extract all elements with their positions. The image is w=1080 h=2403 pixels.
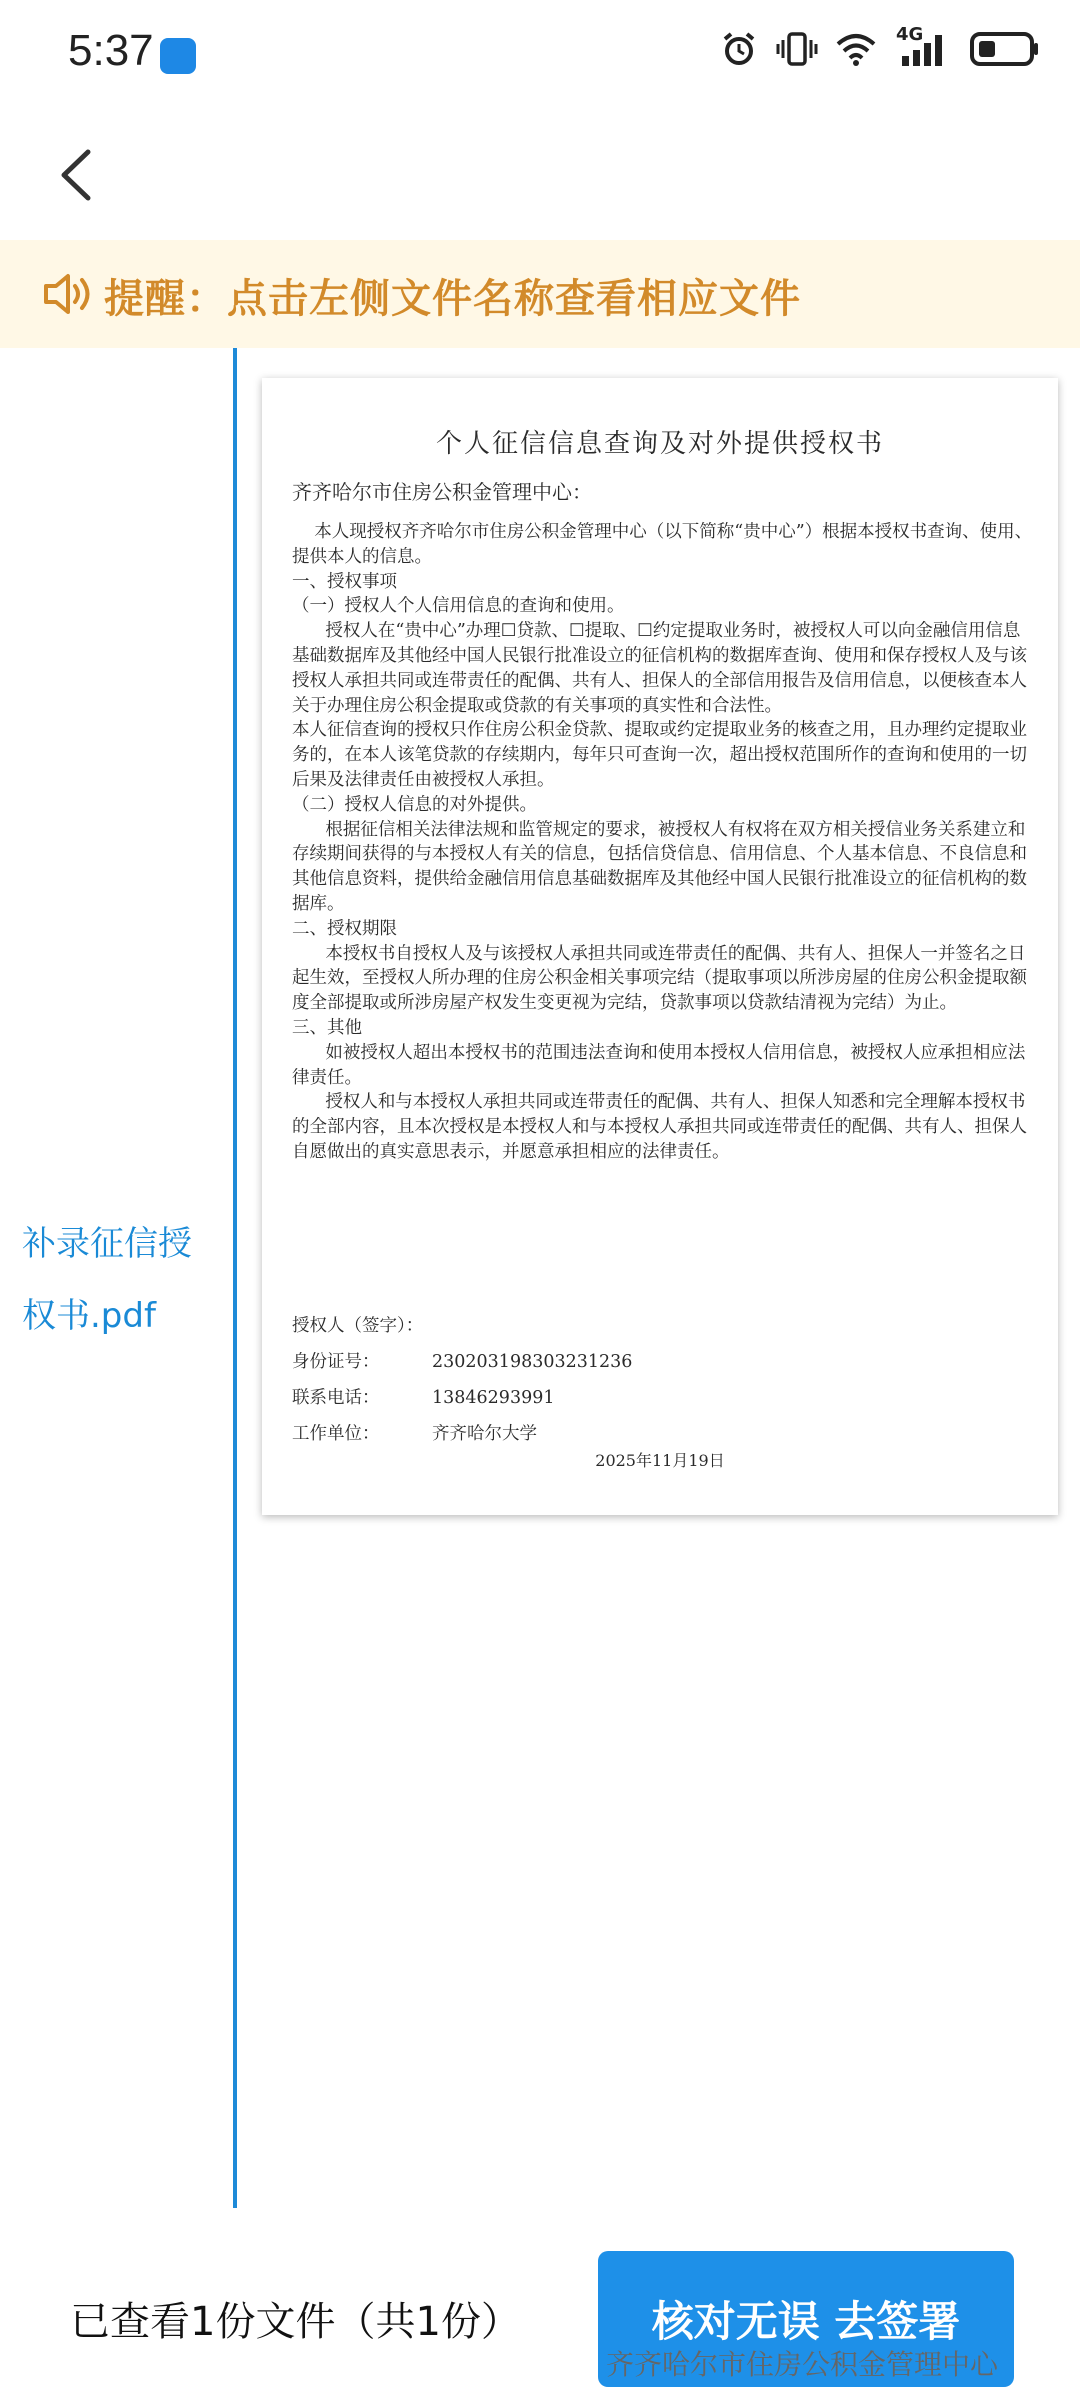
doc-paragraph: 根据征信相关法律法规和监管规定的要求，被授权人有权将在双方相关授信业务关系建立和存续期间获得的与本授权人有关的信息，包括信贷信息、信用信息、个人基本信息、不良信息和其他信息资料，提供给金融信用信息基础数据库及其他经中国人民银行批准设立的征信机构的数据库。 (292, 819, 1027, 914)
vibrate-icon (776, 30, 818, 68)
confirm-sign-button[interactable]: 核对无误 去签署 (598, 2251, 1014, 2387)
doc-paragraph: 授权人在“贵中心”办理☐贷款、☐提取、☐约定提取业务时，被授权人可以向金融信用信息基础数据库及其他经中国人民银行批准设立的征信机构的数据库查询、使用和保存授权人及与该授权人承担共同或连带责任的配偶、共有人、担保人的全部信用报告及信用信息，以便核查本人关于办理住房公积金提取或贷款的有关事项的真实性和合法性。 (292, 621, 1027, 716)
phone-label: 联系电话： (292, 1388, 380, 1408)
doc-paragraph: 一、授权事项 (292, 571, 397, 592)
doc-paragraph: 本人现授权齐齐哈尔市住房公积金管理中心（以下简称“贵中心”）根据本授权书查询、使用、提供本人的信息。 (292, 522, 1033, 567)
reminder-banner (0, 240, 1080, 348)
wifi-icon (836, 32, 876, 66)
id-value: 230203198303231236 (432, 1352, 633, 1372)
phone-row (292, 1380, 632, 1416)
signature-block (292, 1308, 632, 1452)
signature-row (292, 1308, 632, 1344)
document-preview[interactable] (262, 378, 1058, 1515)
doc-paragraph: 三、其他 (292, 1017, 362, 1038)
back-button[interactable] (50, 140, 110, 210)
id-label: 身份证号： (292, 1352, 380, 1372)
battery-icon (970, 30, 1040, 68)
id-row (292, 1344, 632, 1380)
file-name-line2: 权书.pdf (22, 1296, 156, 1336)
signature-label: 授权人（签字）： (292, 1316, 424, 1336)
back-arrow-icon (50, 140, 110, 210)
network-type: 4G (896, 24, 924, 45)
file-list-divider (233, 348, 237, 2208)
document-date: 2025年11月19日 (595, 1451, 725, 1470)
reminder-text: 提醒：点击左侧文件名称查看相应文件 (104, 276, 801, 322)
doc-paragraph: 二、授权期限 (292, 918, 397, 939)
file-list (0, 348, 233, 2208)
phone-value: 13846293991 (432, 1388, 555, 1408)
employer-label: 工作单位： (292, 1424, 380, 1444)
doc-paragraph: 本人征信查询的授权只作住房公积金贷款、提取或约定提取业务的核查之用，且办理约定提取业务的，在本人该笔贷款的存续期内，每年只可查询一次，超出授权范围所作的查询和使用的一切后果及法律责任由被授权人承担。 (292, 720, 1027, 790)
document-title: 个人征信信息查询及对外提供授权书 (435, 429, 884, 459)
document-body (292, 520, 1037, 1165)
doc-paragraph: 本授权书自授权人及与该授权人承担共同或连带责任的配偶、共有人、担保人一并签名之日起生效，至授权人所办理的住房公积金相关事项完结（提取事项以所涉房屋的住房公积金提取额度全部提取或所涉房屋产权发生变更视为完结，贷款事项以贷款结清视为完结）为止。 (292, 943, 1027, 1014)
watermark-text: 齐齐哈尔市住房公积金管理中心 (606, 2348, 999, 2381)
signal-icon (894, 24, 952, 68)
speaker-icon (42, 270, 94, 318)
status-time: 5:37 (68, 26, 154, 75)
doc-paragraph: 如被授权人超出本授权书的范围违法查询和使用本授权人信用信息，被授权人应承担相应法律责任。 (292, 1042, 1026, 1088)
alarm-icon (720, 30, 758, 68)
employer-row (292, 1416, 632, 1452)
app-notification-icon (160, 38, 196, 74)
doc-paragraph: （一）授权人个人信用信息的查询和使用。 (292, 596, 625, 617)
status-bar (0, 0, 1080, 110)
file-name-line1: 补录征信授 (22, 1224, 192, 1264)
doc-paragraph: （二）授权人信息的对外提供。 (292, 794, 537, 815)
status-icons (720, 24, 1040, 68)
file-item[interactable] (22, 1208, 222, 1352)
document-addressee: 齐齐哈尔市住房公积金管理中心： (292, 480, 592, 504)
doc-paragraph: 授权人和与本授权人承担共同或连带责任的配偶、共有人、担保人知悉和完全理解本授权书的全部内容，且本次授权是本授权人和与本授权人承担共同或连带责任的配偶、共有人、担保人自愿做出的真实意思表示，并愿意承担相应的法律责任。 (292, 1092, 1027, 1162)
viewed-count-text: 已查看1份文件（共1份） (70, 2299, 521, 2345)
employer-value: 齐齐哈尔大学 (432, 1424, 537, 1444)
